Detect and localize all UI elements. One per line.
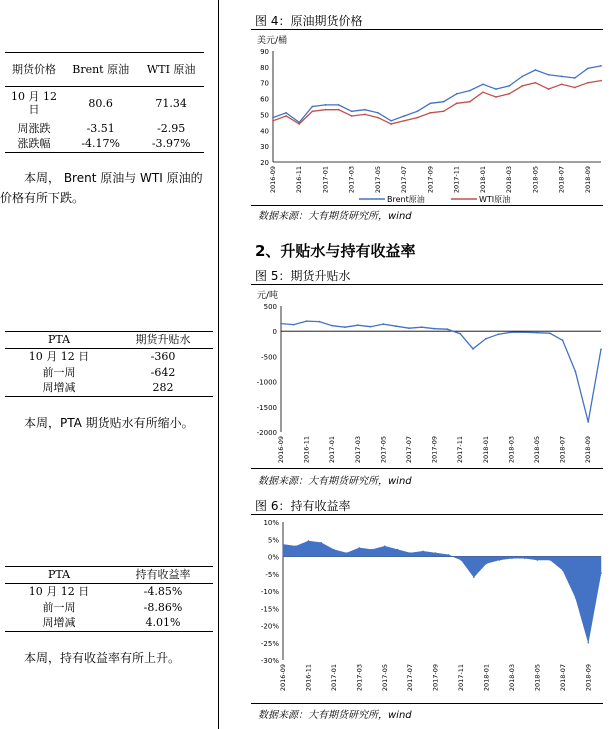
table-header-row (5, 332, 213, 348)
x-tick-label: 2017-09 (431, 664, 440, 692)
data-point (285, 115, 287, 117)
x-tick-label: 2016-09 (269, 166, 277, 194)
data-point (537, 559, 539, 561)
data-point (508, 93, 510, 95)
table-row (5, 364, 213, 380)
figure-rule (251, 514, 603, 515)
data-point (357, 324, 359, 326)
data-point (469, 90, 471, 92)
data-point (383, 323, 385, 325)
basis-chart (251, 286, 605, 468)
data-point (498, 559, 500, 561)
data-point (473, 576, 475, 578)
data-point (319, 321, 321, 323)
x-tick-label: 2017-05 (380, 664, 389, 692)
cell: 前一周 (42, 600, 76, 614)
data-point (351, 115, 353, 117)
data-point (562, 570, 564, 572)
data-point (482, 83, 484, 85)
data-point (521, 75, 523, 77)
source-note: 数据来源：大有期货研究所，wind (258, 710, 412, 721)
y-tick-label: 60 (260, 95, 269, 104)
x-tick-label: 2017-07 (405, 436, 413, 464)
series-line (273, 66, 601, 123)
cell: 10 月 12 日 (11, 90, 57, 117)
y-tick-label: -1000 (256, 378, 277, 387)
x-tick-label: 2016-11 (295, 166, 304, 194)
data-point (293, 324, 295, 326)
data-point (371, 549, 373, 551)
data-point (508, 85, 510, 87)
data-point (459, 333, 461, 335)
data-point (535, 82, 537, 84)
x-tick-label: 2018-01 (481, 436, 490, 464)
y-tick-label: -500 (261, 353, 277, 362)
x-tick-label: 2017-11 (452, 166, 461, 194)
cell: -3.97% (151, 137, 191, 151)
data-point (521, 85, 523, 87)
data-point (482, 91, 484, 93)
data-point (536, 332, 538, 334)
table-row (5, 380, 213, 396)
data-point (587, 421, 589, 423)
x-tick-label: 2018-05 (531, 166, 540, 194)
data-point (325, 109, 327, 111)
cell: 前一周 (42, 365, 76, 379)
cell: -360 (150, 349, 176, 363)
y-tick-label: 50 (260, 111, 269, 120)
cell: -642 (150, 365, 176, 379)
data-point (395, 325, 397, 327)
cell: 10 月 12 日 (28, 349, 90, 363)
x-tick-label: 2017-03 (355, 664, 364, 692)
x-tick-label: 2018-01 (482, 664, 491, 692)
data-point (600, 572, 602, 574)
data-point (456, 102, 458, 104)
y-tick-label: -10% (260, 588, 279, 596)
paragraph-crude: 本周， Brent 原油与 WTI 原油的价格有所下跌。 (0, 171, 203, 205)
paragraph-carry: 本周，持有收益率有所上升。 (24, 651, 181, 665)
cell: -8.86% (143, 600, 183, 614)
data-point (575, 371, 577, 373)
cell: 周增减 (42, 381, 76, 395)
x-tick-label: 2018-03 (507, 664, 516, 692)
data-point (344, 326, 346, 328)
x-tick-label: 2017-03 (353, 436, 362, 464)
data-point (306, 320, 308, 322)
cell: -2.95 (157, 121, 186, 135)
data-point (549, 559, 551, 561)
table-header-row (5, 54, 204, 86)
crude-price-chart (251, 31, 605, 205)
data-point (430, 112, 432, 114)
data-point (447, 328, 449, 330)
data-point (359, 547, 361, 549)
data-point (272, 120, 274, 122)
cell: 71.34 (155, 96, 187, 110)
header-cell: PTA (47, 333, 71, 347)
x-tick-label: 2017-09 (426, 166, 435, 194)
section-heading: 2、升贴水与持有收益率 (255, 242, 416, 260)
y-tick-label: 500 (263, 303, 277, 311)
data-point (574, 77, 576, 79)
y-tick-label: 0 (272, 328, 277, 337)
cell: 10 月 12 日 (28, 584, 90, 598)
data-point (486, 563, 488, 565)
data-point (435, 552, 437, 554)
x-tick-label: 2018-07 (557, 166, 566, 194)
data-point (364, 109, 366, 111)
cell: 80.6 (88, 96, 113, 110)
data-point (364, 114, 366, 116)
x-tick-label: 2017-03 (347, 166, 356, 194)
data-point (311, 106, 313, 108)
data-point (434, 328, 436, 330)
data-point (308, 540, 310, 542)
table-row (5, 615, 213, 631)
data-point (282, 544, 284, 546)
data-point (511, 331, 513, 333)
cell: 周涨跌 (17, 121, 51, 135)
series-area (283, 541, 601, 643)
source-note: 数据来源：大有期货研究所，wind (258, 211, 412, 222)
data-point (280, 323, 282, 325)
table-row (5, 348, 213, 364)
table-row (5, 86, 204, 120)
data-point (587, 82, 589, 84)
x-tick-label: 2016-09 (279, 664, 287, 692)
x-tick-label: 2018-03 (505, 166, 514, 194)
figure-rule (251, 703, 603, 704)
y-tick-label: -1500 (256, 403, 277, 412)
x-tick-label: 2016-11 (304, 664, 313, 692)
data-point (409, 552, 411, 554)
cell: -3.51 (86, 121, 115, 135)
x-tick-label: 2018-05 (533, 436, 541, 464)
x-tick-label: 2017-11 (457, 664, 466, 692)
x-tick-label: 2018-07 (558, 436, 567, 464)
cell: -4.17% (81, 137, 120, 151)
data-point (422, 551, 424, 553)
y-tick-label: -15% (260, 605, 279, 614)
data-point (390, 123, 392, 125)
data-point (320, 542, 322, 544)
header-cell: 期货价格 (12, 63, 56, 77)
table-crude-prices (5, 54, 204, 153)
paragraph-basis: 本周，PTA 期货贴水有所缩小。 (24, 416, 194, 430)
y-axis-unit: 元/吨 (257, 291, 279, 301)
data-point (443, 101, 445, 103)
data-point (495, 88, 497, 90)
x-tick-label: 2016-11 (302, 436, 311, 464)
data-point (448, 554, 450, 556)
data-point (333, 549, 335, 551)
legend-label: WTI原油 (479, 195, 511, 204)
figure-title: 图 5：期货升贴水 (255, 269, 351, 283)
header-cell: WTI 原油 (146, 63, 196, 77)
figure-rule (251, 284, 603, 285)
data-point (272, 117, 274, 119)
y-tick-label: 0% (267, 553, 279, 562)
table-pta-carry (5, 567, 213, 632)
x-tick-label: 2017-09 (430, 436, 439, 464)
data-point (498, 333, 500, 335)
data-point (524, 557, 526, 559)
y-tick-label: 5% (267, 536, 279, 545)
data-point (346, 552, 348, 554)
table-row (5, 583, 213, 599)
cell: 4.01% (145, 616, 181, 630)
data-point (587, 642, 589, 644)
x-tick-label: 2017-07 (406, 664, 415, 692)
data-point (548, 74, 550, 76)
data-point (325, 104, 327, 106)
cell: 282 (152, 381, 174, 395)
y-axis-unit: 美元/桶 (257, 36, 288, 46)
data-point (298, 123, 300, 125)
data-point (523, 331, 525, 333)
table-pta-basis (5, 332, 213, 397)
y-tick-label: 90 (260, 48, 269, 56)
data-point (403, 120, 405, 122)
x-tick-label: 2018-07 (558, 664, 567, 692)
figure-rule (251, 468, 603, 469)
data-point (416, 117, 418, 119)
y-tick-label: -25% (260, 639, 279, 648)
data-point (574, 87, 576, 89)
x-tick-label: 2018-09 (584, 436, 593, 464)
cell: 周增减 (42, 616, 76, 630)
data-point (575, 597, 577, 599)
legend-label: Brent原油 (387, 195, 425, 204)
figure-rule (251, 205, 603, 206)
y-tick-label: 80 (260, 63, 269, 72)
table-row (5, 136, 204, 152)
data-point (561, 75, 563, 77)
series-line (281, 321, 601, 422)
data-point (430, 102, 432, 104)
header-cell: 期货升贴水 (135, 333, 191, 347)
x-tick-label: 2018-01 (478, 166, 487, 194)
data-point (600, 348, 602, 350)
table-row (5, 120, 204, 136)
table-row (5, 599, 213, 615)
data-point (311, 110, 313, 112)
data-point (535, 69, 537, 71)
x-tick-label: 2018-05 (533, 664, 542, 692)
column-divider (218, 0, 219, 729)
data-point (600, 80, 602, 82)
data-point (377, 117, 379, 119)
data-point (384, 545, 386, 547)
y-tick-label: -30% (260, 657, 279, 665)
data-point (587, 68, 589, 70)
header-cell: PTA (47, 568, 71, 582)
data-point (397, 549, 399, 551)
data-point (548, 88, 550, 90)
x-tick-label: 2017-05 (373, 166, 382, 194)
data-point (421, 326, 423, 328)
data-point (403, 115, 405, 117)
x-tick-label: 2017-11 (456, 436, 465, 464)
x-tick-label: 2018-03 (507, 436, 516, 464)
data-point (351, 110, 353, 112)
table1-top-rule (5, 52, 204, 53)
x-tick-label: 2018-09 (584, 664, 593, 692)
figure-title: 图 4：原油期货价格 (255, 14, 363, 28)
data-point (331, 325, 333, 327)
data-point (456, 93, 458, 95)
y-tick-label: 20 (260, 159, 269, 167)
y-tick-label: 30 (260, 143, 269, 152)
y-tick-label: -2000 (256, 429, 277, 437)
y-tick-label: -20% (260, 622, 279, 631)
data-point (338, 104, 340, 106)
data-point (549, 332, 551, 334)
y-tick-label: 10% (263, 519, 279, 527)
data-point (416, 110, 418, 112)
y-tick-label: 70 (260, 79, 269, 88)
data-point (562, 339, 564, 341)
data-point (469, 101, 471, 103)
cell: -4.85% (143, 584, 183, 598)
data-point (390, 120, 392, 122)
header-cell: Brent 原油 (72, 63, 130, 77)
data-point (285, 112, 287, 114)
data-point (495, 96, 497, 98)
x-tick-label: 2018-09 (583, 166, 592, 194)
data-point (472, 348, 474, 350)
x-tick-label: 2017-05 (379, 436, 388, 464)
data-point (511, 557, 513, 559)
cell: 涨跌幅 (17, 137, 51, 151)
data-point (485, 338, 487, 340)
source-note: 数据来源：大有期货研究所，wind (258, 476, 412, 487)
x-tick-label: 2017-01 (321, 166, 330, 194)
data-point (377, 112, 379, 114)
carry-yield-chart (251, 516, 605, 702)
data-point (295, 545, 297, 547)
y-tick-label: 40 (260, 127, 269, 136)
y-tick-label: -5% (265, 570, 279, 579)
data-point (443, 110, 445, 112)
header-cell: 持有收益率 (135, 568, 191, 582)
data-point (460, 559, 462, 561)
data-point (600, 65, 602, 67)
x-tick-label: 2016-09 (277, 436, 285, 464)
data-point (370, 326, 372, 328)
data-point (408, 327, 410, 329)
data-point (338, 109, 340, 111)
x-tick-label: 2017-01 (329, 664, 338, 692)
data-point (561, 83, 563, 85)
figure-rule (251, 29, 603, 30)
x-tick-label: 2017-07 (400, 166, 409, 194)
figure-title: 图 6：持有收益率 (255, 499, 351, 513)
x-tick-label: 2017-01 (328, 436, 337, 464)
table-header-row (5, 567, 213, 583)
